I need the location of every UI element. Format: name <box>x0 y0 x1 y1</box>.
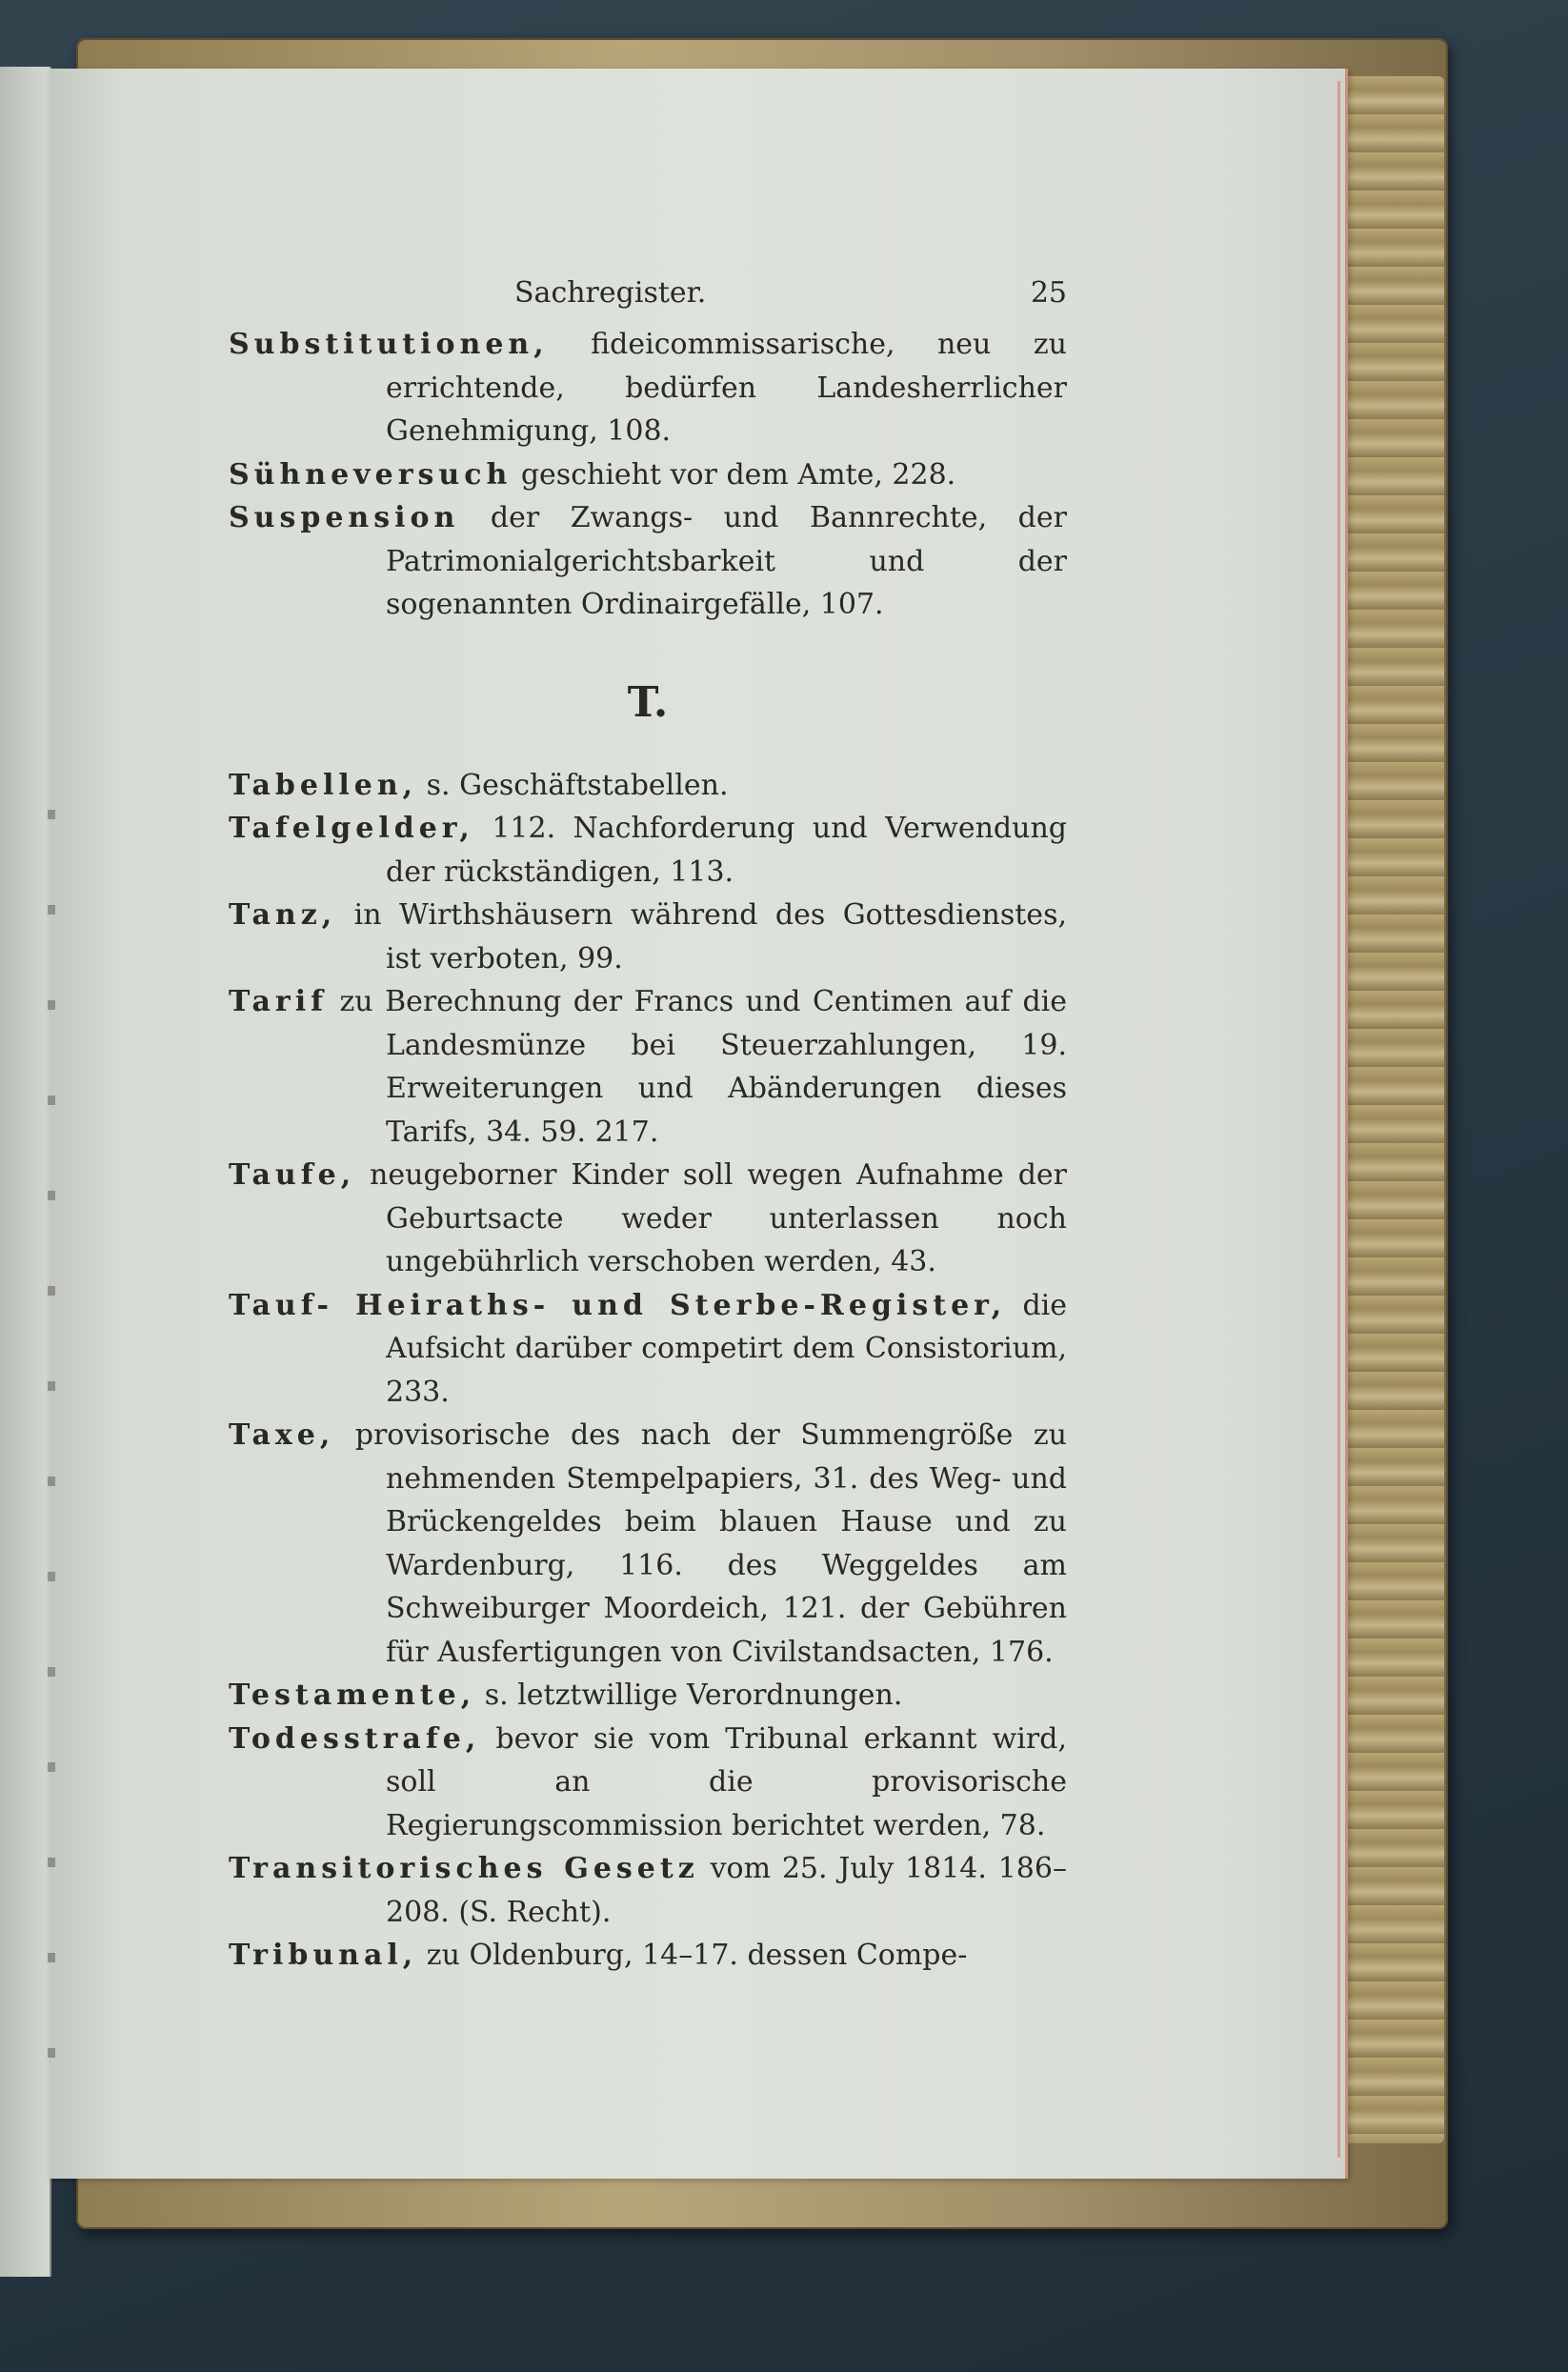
entry-text: vom 25. July 1814. 186–208. (S. Recht). <box>386 1852 1067 1929</box>
entry-term: Tribunal, <box>229 1939 418 1972</box>
entry-term: Taxe, <box>229 1418 335 1452</box>
register-entry <box>229 1414 1067 1674</box>
entry-term: Todesstrafe, <box>229 1721 481 1756</box>
binding-stitches <box>48 724 55 2058</box>
entry-text: geschieht vor dem Amte, 228. <box>520 457 956 492</box>
register-entry <box>229 1934 1067 1978</box>
register-entry <box>229 496 1067 627</box>
entry-term: Sühneversuch <box>229 457 513 492</box>
entry-term: Taufe, <box>229 1158 356 1192</box>
register-entry <box>229 894 1067 980</box>
entry-text: fideicommissarische, neu zu errichtende, bedürfen Landesherrlicher Genehmigung, 108. <box>386 328 1067 448</box>
previous-page-edge <box>0 67 51 2277</box>
section-letter: T. <box>627 677 669 727</box>
register-entry <box>229 1847 1067 1934</box>
entry-term: Tabellen, <box>229 768 418 802</box>
register-entry <box>229 453 1067 497</box>
register-entry <box>229 1718 1067 1848</box>
register-text <box>229 271 1067 1978</box>
register-entry <box>229 1674 1067 1718</box>
register-entry <box>229 1284 1067 1415</box>
register-entry <box>229 323 1067 453</box>
entry-term: Substitutionen, <box>229 328 549 361</box>
entry-term: Tarif <box>229 985 328 1018</box>
entry-text: neugeborner Kinder soll wegen Aufnahme der Geburtsacte weder unterlassen noch ungebührlich verschoben werden, 43. <box>370 1158 1067 1278</box>
register-entry <box>229 980 1067 1154</box>
entry-text: der Zwangs- und Bannrechte, der Patrimonialgerichtsbarkeit und der sogenannten Ordinairgefälle, 107. <box>386 501 1067 621</box>
entry-term: Transitorisches Gesetz <box>229 1852 699 1885</box>
entry-term: Testamente, <box>229 1678 476 1712</box>
entry-text: zu Oldenburg, 14–17. dessen Compe- <box>426 1939 968 1972</box>
entry-text: in Wirthshäusern während des Gottesdienstes, ist verboten, 99. <box>353 898 1067 975</box>
running-title: Sachregister. <box>514 276 707 310</box>
entry-term: Tafelgelder, <box>229 812 474 845</box>
register-entry <box>229 764 1067 808</box>
entry-term: Tauf- Heiraths- und Sterbe-Register, <box>229 1288 1007 1322</box>
page-number: 25 <box>1030 276 1067 310</box>
entry-text: zu Berechnung der Francs und Centimen auf die Landesmünze bei Steuerzahlungen, 19. Erweiterungen und Abänderungen dieses Tarifs, 34. 59. 217. <box>339 985 1067 1149</box>
entry-term: Suspension <box>229 501 460 534</box>
entry-text: s. Geschäftstabellen. <box>426 768 729 802</box>
page-edge-line <box>1337 81 1340 2158</box>
entry-text: 112. Nachforderung und Verwendung der rückständigen, 113. <box>386 812 1067 889</box>
entry-text: die Aufsicht darüber competirt dem Consistorium, 233. <box>386 1288 1067 1409</box>
entry-term: Tanz, <box>229 898 337 932</box>
entry-text: provisorische des nach der Summengröße zu nehmenden Stempelpapiers, 31. des Weg- und Brückengeldes beim blauen Hause und zu Wardenburg, 116. des Weggeldes am Schweiburger Moordeich, 121. der Gebühren für Ausfertigungen von Civilstandsacten, 176. <box>354 1418 1067 1669</box>
entry-text: bevor sie vom Tribunal erkannt wird, soll an die provisorische Regierungscommission berichtet werden, 78. <box>386 1721 1067 1842</box>
register-entry <box>229 1154 1067 1284</box>
register-entry <box>229 807 1067 894</box>
page-header <box>229 271 1067 313</box>
entry-text: s. letztwillige Verordnungen. <box>484 1678 903 1712</box>
